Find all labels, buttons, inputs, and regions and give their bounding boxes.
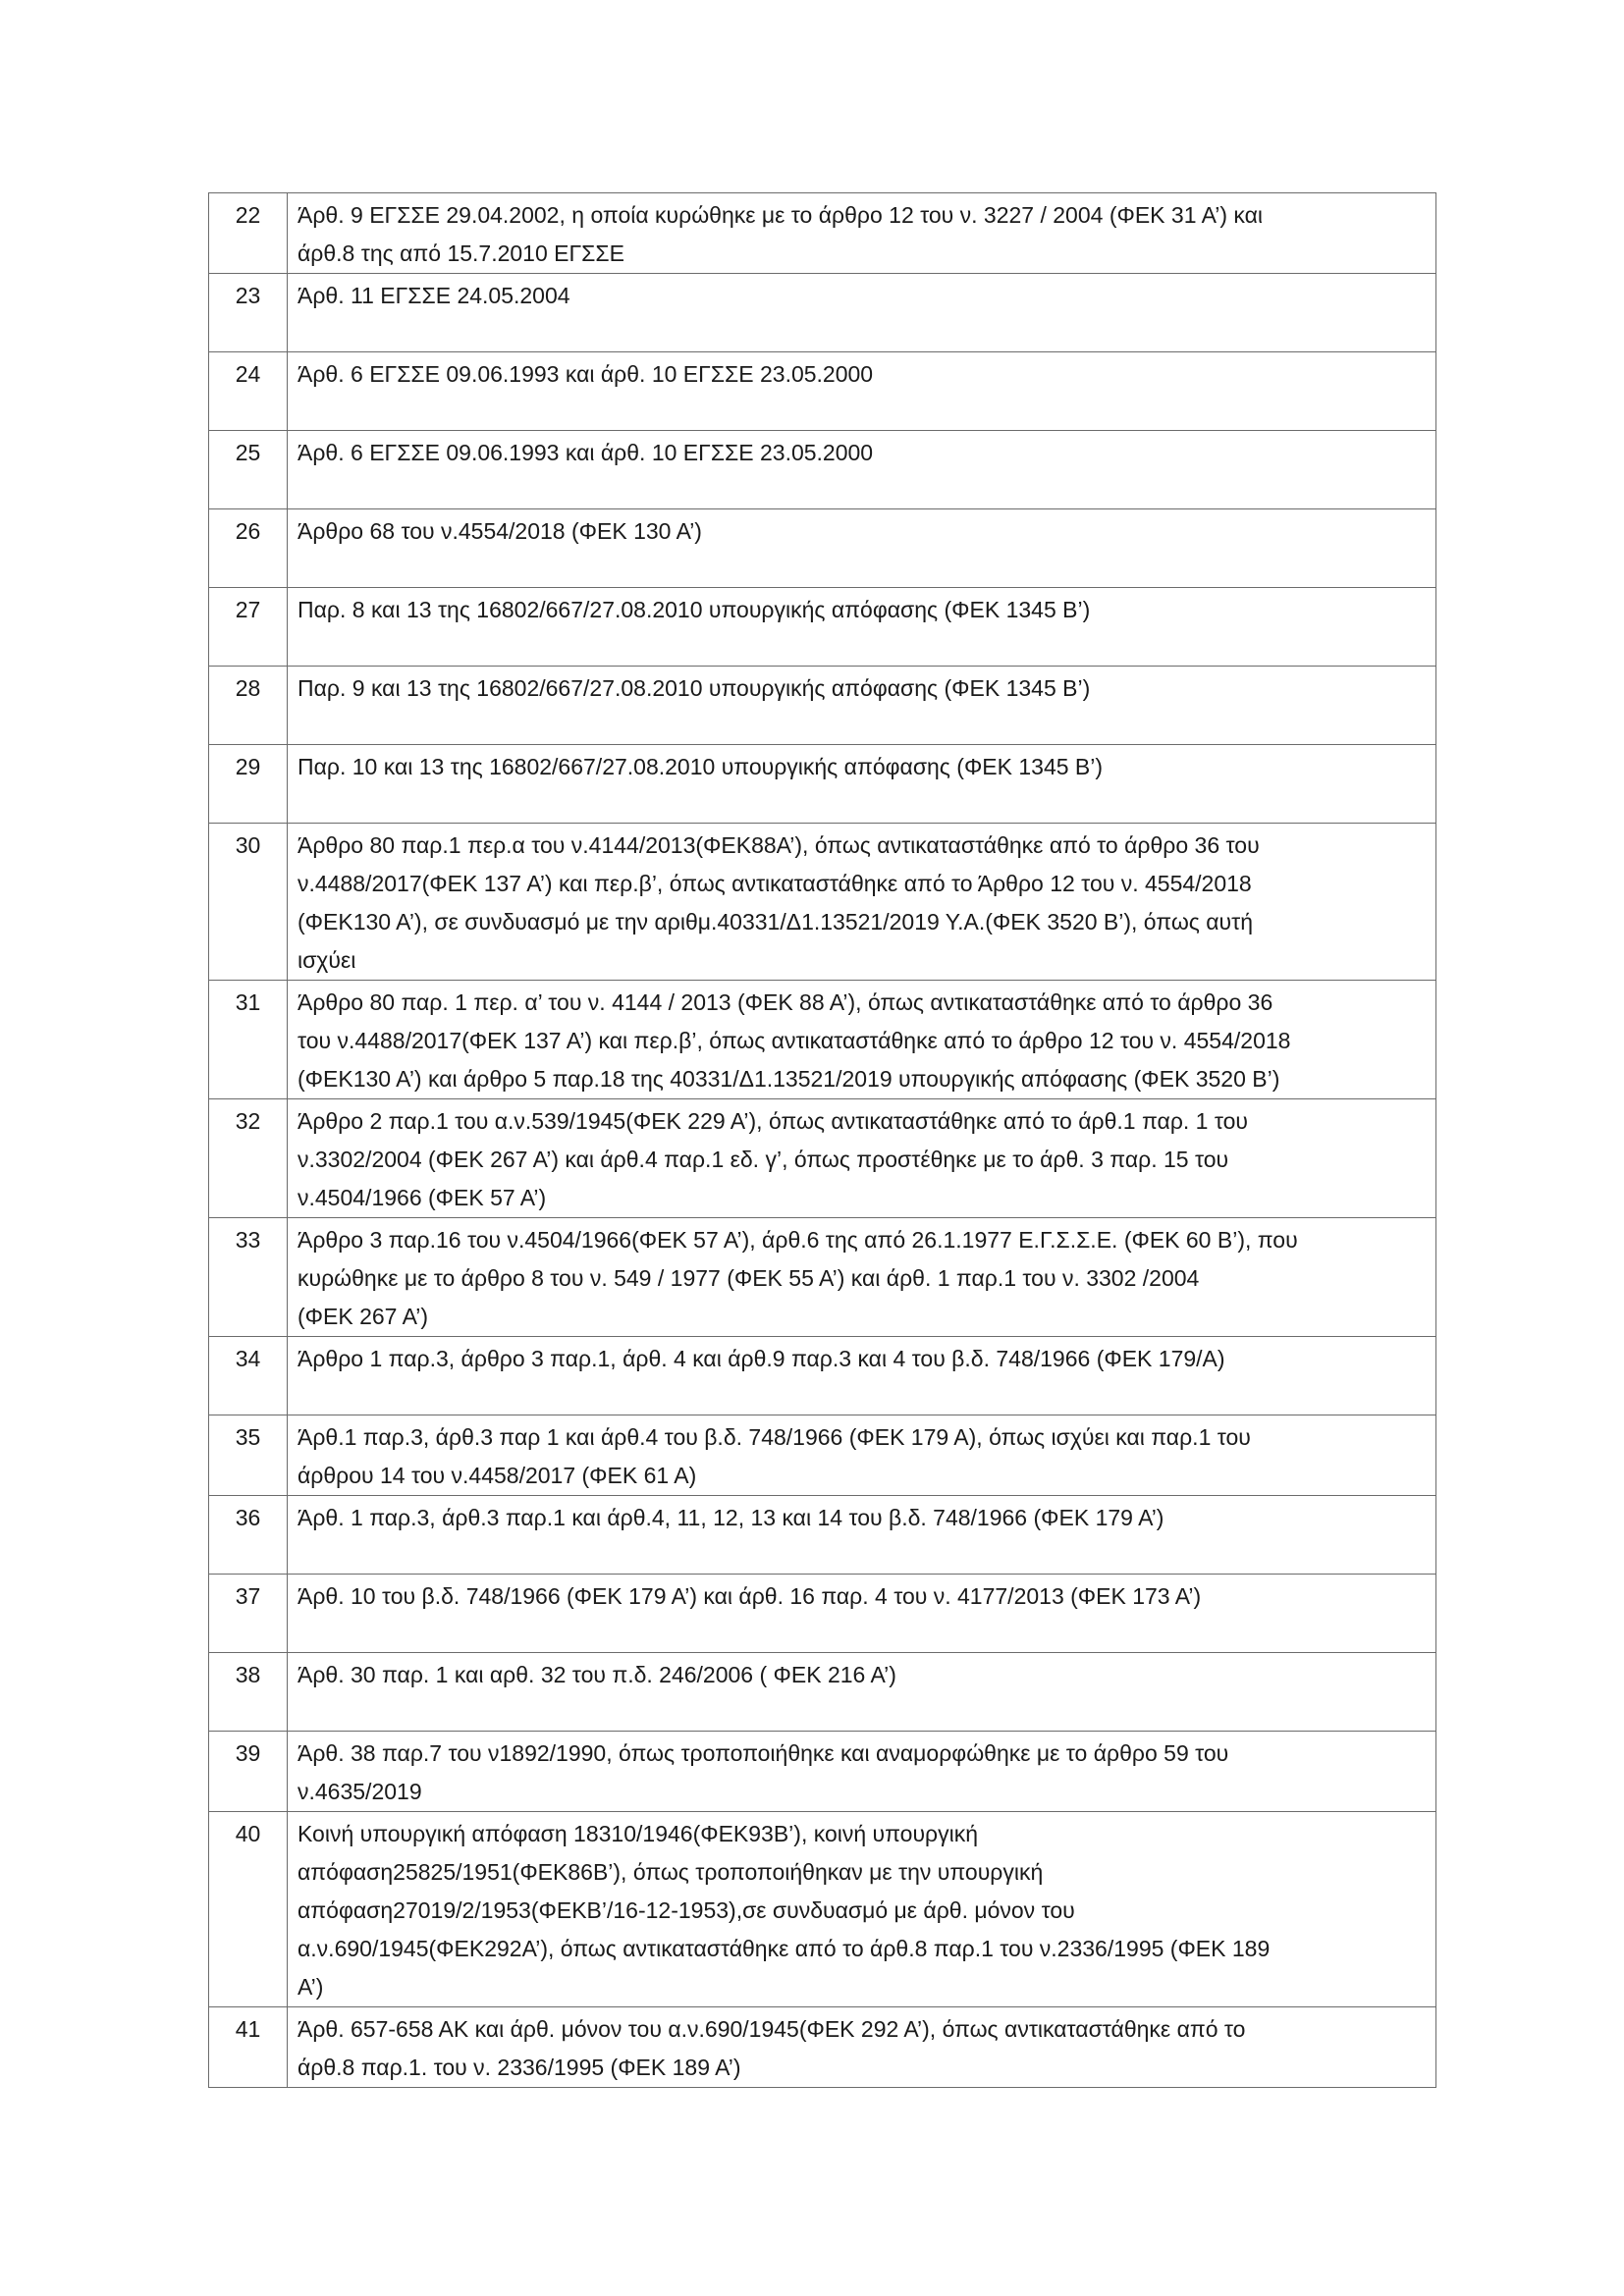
row-reference-text: Άρθρο 68 του ν.4554/2018 (ΦΕΚ 130 Α’) [288, 509, 1436, 588]
row-reference-text: Άρθρο 3 παρ.16 του ν.4504/1966(ΦΕΚ 57 Α’), άρθ.6 της από 26.1.1977 Ε.Γ.Σ.Σ.Ε. (ΦΕΚ 60 Β’), που κυρώθηκε με το άρθρο 8 του ν. 549 / 1977 (ΦΕΚ 55 Α’) και άρθ. 1 παρ.1 του ν. 3302 /2004 (ΦΕΚ 267 Α’) [288, 1218, 1436, 1337]
row-reference-text: Άρθ. 11 ΕΓΣΣΕ 24.05.2004 [288, 274, 1436, 352]
row-number: 34 [209, 1337, 288, 1415]
row-reference-text: Άρθρο 80 παρ.1 περ.α του ν.4144/2013(ΦΕΚ88Α’), όπως αντικαταστάθηκε από το άρθρο 36 του ν.4488/2017(ΦΕΚ 137 Α’) και περ.β’, όπως αντικαταστάθηκε από το Άρθρο 12 του ν. 4554/2018 (ΦΕΚ130 Α’), σε συνδυασμό με την αριθμ.40331/Δ1.13521/2019 Υ.Α.(ΦΕΚ 3520 Β’), όπως αυτή ισχύει [288, 824, 1436, 981]
row-reference-text: Άρθρο 80 παρ. 1 περ. α’ του ν. 4144 / 2013 (ΦΕΚ 88 Α’), όπως αντικαταστάθηκε από το άρθρο 36 του ν.4488/2017(ΦΕΚ 137 Α’) και περ.β’, όπως αντικαταστάθηκε από το άρθρο 12 του ν. 4554/2018 (ΦΕΚ130 Α’) και άρθρο 5 παρ.18 της 40331/Δ1.13521/2019 υπουργικής απόφασης (ΦΕΚ 3520 Β’) [288, 981, 1436, 1099]
table-row [209, 588, 1436, 667]
table-row [209, 509, 1436, 588]
row-number: 37 [209, 1575, 288, 1653]
legal-references-table [208, 192, 1436, 2088]
table-row [209, 1218, 1436, 1337]
table-row [209, 1653, 1436, 1732]
row-reference-text: Άρθ. 10 του β.δ. 748/1966 (ΦΕΚ 179 Α’) και άρθ. 16 παρ. 4 του ν. 4177/2013 (ΦΕΚ 173 Α’) [288, 1575, 1436, 1653]
row-reference-text: Άρθ. 657-658 ΑΚ και άρθ. μόνον του α.ν.690/1945(ΦΕΚ 292 Α’), όπως αντικαταστάθηκε από το άρθ.8 παρ.1. του ν. 2336/1995 (ΦΕΚ 189 Α’) [288, 2007, 1436, 2088]
table-row [209, 1812, 1436, 2007]
row-reference-text: Άρθ.1 παρ.3, άρθ.3 παρ 1 και άρθ.4 του β.δ. 748/1966 (ΦΕΚ 179 Α), όπως ισχύει και παρ.1 του άρθρου 14 του ν.4458/2017 (ΦΕΚ 61 Α) [288, 1415, 1436, 1496]
row-number: 35 [209, 1415, 288, 1496]
row-number: 41 [209, 2007, 288, 2088]
table-row [209, 1732, 1436, 1812]
table-row [209, 1337, 1436, 1415]
row-reference-text: Άρθ. 38 παρ.7 του ν1892/1990, όπως τροποποιήθηκε και αναμορφώθηκε με το άρθρο 59 του ν.4635/2019 [288, 1732, 1436, 1812]
row-number: 32 [209, 1099, 288, 1218]
row-number: 39 [209, 1732, 288, 1812]
table-row [209, 1496, 1436, 1575]
row-number: 24 [209, 352, 288, 431]
row-number: 22 [209, 193, 288, 274]
table-row [209, 2007, 1436, 2088]
table-row [209, 1575, 1436, 1653]
table-row [209, 667, 1436, 745]
row-reference-text: Άρθ. 6 ΕΓΣΣΕ 09.06.1993 και άρθ. 10 ΕΓΣΣΕ 23.05.2000 [288, 431, 1436, 509]
table-row [209, 981, 1436, 1099]
row-reference-text: Παρ. 10 και 13 της 16802/667/27.08.2010 υπουργικής απόφασης (ΦΕΚ 1345 Β’) [288, 745, 1436, 824]
table-row [209, 274, 1436, 352]
row-reference-text: Άρθ. 30 παρ. 1 και αρθ. 32 του π.δ. 246/2006 ( ΦΕΚ 216 Α’) [288, 1653, 1436, 1732]
row-number: 23 [209, 274, 288, 352]
row-number: 25 [209, 431, 288, 509]
table-row [209, 824, 1436, 981]
row-reference-text: Άρθ. 1 παρ.3, άρθ.3 παρ.1 και άρθ.4, 11, 12, 13 και 14 του β.δ. 748/1966 (ΦΕΚ 179 Α’) [288, 1496, 1436, 1575]
row-reference-text: Άρθρο 1 παρ.3, άρθρο 3 παρ.1, άρθ. 4 και άρθ.9 παρ.3 και 4 του β.δ. 748/1966 (ΦΕΚ 179/Α) [288, 1337, 1436, 1415]
row-reference-text: Άρθ. 6 ΕΓΣΣΕ 09.06.1993 και άρθ. 10 ΕΓΣΣΕ 23.05.2000 [288, 352, 1436, 431]
table-row [209, 1415, 1436, 1496]
row-reference-text: Άρθ. 9 ΕΓΣΣΕ 29.04.2002, η οποία κυρώθηκε με το άρθρο 12 του ν. 3227 / 2004 (ΦΕΚ 31 Α’) και άρθ.8 της από 15.7.2010 ΕΓΣΣΕ [288, 193, 1436, 274]
row-number: 30 [209, 824, 288, 981]
row-number: 29 [209, 745, 288, 824]
row-number: 40 [209, 1812, 288, 2007]
row-number: 27 [209, 588, 288, 667]
row-number: 31 [209, 981, 288, 1099]
table-row [209, 1099, 1436, 1218]
row-number: 28 [209, 667, 288, 745]
row-reference-text: Παρ. 9 και 13 της 16802/667/27.08.2010 υπουργικής απόφασης (ΦΕΚ 1345 Β’) [288, 667, 1436, 745]
table-row [209, 193, 1436, 274]
row-number: 36 [209, 1496, 288, 1575]
table-row [209, 431, 1436, 509]
table-row [209, 745, 1436, 824]
row-number: 26 [209, 509, 288, 588]
row-number: 33 [209, 1218, 288, 1337]
row-number: 38 [209, 1653, 288, 1732]
row-reference-text: Παρ. 8 και 13 της 16802/667/27.08.2010 υπουργικής απόφασης (ΦΕΚ 1345 Β’) [288, 588, 1436, 667]
row-reference-text: Άρθρο 2 παρ.1 του α.ν.539/1945(ΦΕΚ 229 Α’), όπως αντικαταστάθηκε από το άρθ.1 παρ. 1 του ν.3302/2004 (ΦΕΚ 267 Α’) και άρθ.4 παρ.1 εδ. γ’, όπως προστέθηκε με το άρθ. 3 παρ. 15 του ν.4504/1966 (ΦΕΚ 57 Α’) [288, 1099, 1436, 1218]
row-reference-text: Κοινή υπουργική απόφαση 18310/1946(ΦΕΚ93Β’), κοινή υπουργική απόφαση25825/1951(ΦΕΚ86Β’), όπως τροποποιήθηκαν με την υπουργική απόφαση27019/2/1953(ΦΕΚΒ’/16-12-1953),σε συνδυασμό με άρθ. μόνον του α.ν.690/1945(ΦΕΚ292Α’), όπως αντικαταστάθηκε από το άρθ.8 παρ.1 του ν.2336/1995 (ΦΕΚ 189 Α’) [288, 1812, 1436, 2007]
table-row [209, 352, 1436, 431]
